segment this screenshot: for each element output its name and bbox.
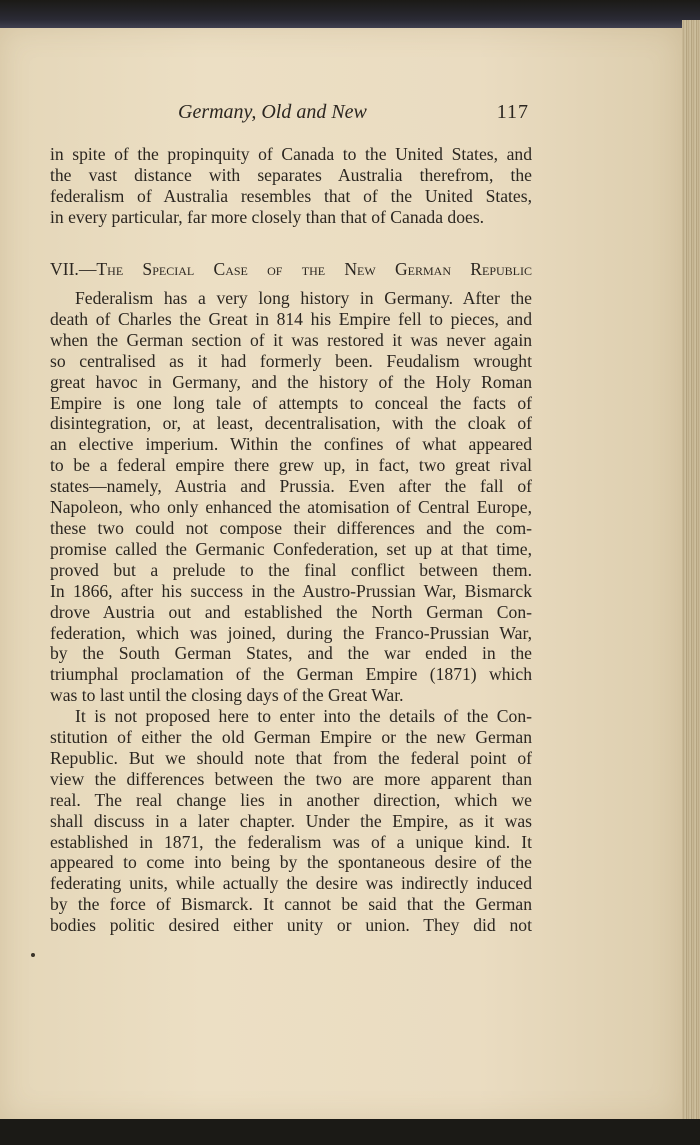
text-line: view the differences between the two are more apparent than	[50, 768, 532, 789]
text-line: great havoc in Germany, and the history of the Holy Roman	[50, 371, 532, 392]
text-line: federalism of Australia resembles that of the United States,	[50, 185, 532, 206]
text-line: shall discuss in a later chapter. Under the Empire, as it was	[50, 810, 532, 831]
text-line: Federalism has a very long history in Germany. After the	[75, 288, 532, 308]
text-line: by the force of Bismarck. It cannot be said that the German	[50, 894, 532, 915]
text-line: promise called the Germanic Confederation, set up at that time,	[50, 538, 532, 559]
text-line: when the German section of it was restored it was never again	[50, 329, 532, 350]
text-line: Napoleon, who only enhanced the atomisation of Central Europe,	[50, 497, 532, 518]
scan-bottom-border	[0, 1119, 700, 1145]
text-line: to be a federal empire there grew up, in fact, two great rival	[50, 455, 532, 476]
page-number: 117	[496, 101, 529, 123]
text-line: It is not proposed here to enter into the details of the Con-	[75, 706, 532, 727]
text-line: In 1866, after his success in the Austro-Prussian War, Bismarck	[50, 580, 532, 601]
body-text	[50, 288, 532, 936]
text-line: stitution of either the old German Empire or the new German	[50, 727, 532, 748]
page-header	[50, 101, 532, 127]
text-line: bodies politic desired either unity or union. They did not	[50, 915, 532, 936]
text-line: Republic. But we should note that from the federal point of	[50, 747, 532, 768]
text-line: death of Charles the Great in 814 his Empire fell to pieces, and	[50, 308, 532, 329]
text-line: proved but a prelude to the final conflict between them.	[50, 559, 532, 580]
text-line: these two could not compose their differences and the com-	[50, 517, 532, 538]
text-line: drove Austria out and established the North German Con-	[50, 601, 532, 622]
continued-paragraph	[50, 144, 532, 228]
text-line: an elective imperium. Within the confines of what appeared	[50, 434, 532, 455]
text-line: so centralised as it had formerly been. Feudalism wrought	[50, 350, 532, 371]
text-line: federation, which was joined, during the Franco-Prussian War,	[50, 622, 532, 643]
text-line: federating units, while actually the desire was indirectly induced	[50, 873, 532, 894]
text-line: states—namely, Austria and Prussia. Even after the fall of	[50, 476, 532, 497]
text-line: established in 1871, the federalism was of a unique kind. It	[50, 831, 532, 852]
text-line: by the South German States, and the war ended in the	[50, 643, 532, 664]
page-stack-edge	[682, 20, 700, 1125]
paper-speck	[31, 953, 35, 957]
text-line: in spite of the propinquity of Canada to the United States, and	[50, 144, 532, 164]
text-line: in every particular, far more closely than that of Canada does.	[50, 206, 485, 227]
text-line: disintegration, or, at least, decentralisation, with the cloak of	[50, 413, 532, 434]
text-line: triumphal proclamation of the German Empire (1871) which	[50, 664, 532, 685]
section-heading: VII.—The Special Case of the New German Republic	[50, 259, 532, 279]
text-line: the vast distance with separates Australia therefrom, the	[50, 164, 532, 185]
text-line: Empire is one long tale of attempts to conceal the facts of	[50, 392, 532, 413]
text-line: real. The real change lies in another direction, which we	[50, 789, 532, 810]
text-line: was to last until the closing days of the Great War.	[50, 685, 404, 706]
text-line: appeared to come into being by the spontaneous desire of the	[50, 852, 532, 873]
running-title: Germany, Old and New	[178, 101, 367, 123]
